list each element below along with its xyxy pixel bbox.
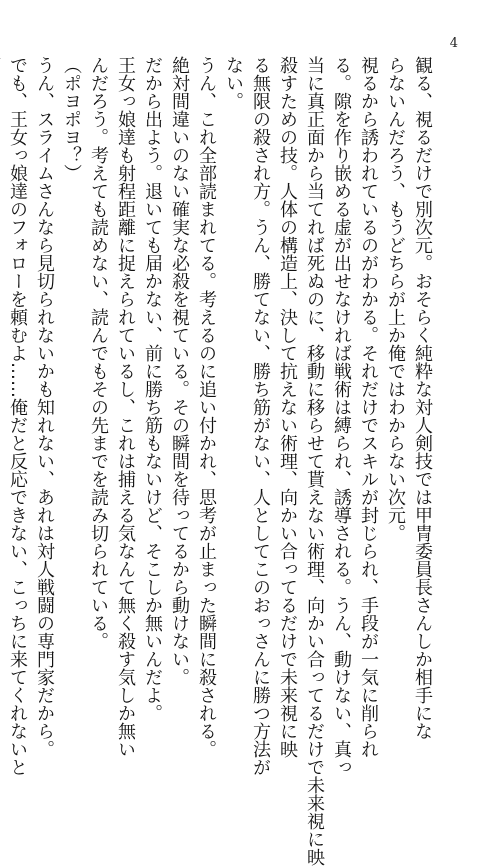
text-line: 観る、視るだけで別次元。おそらく純粋な対人剣技では甲冑委員長さんしか相手にな (412, 56, 433, 740)
text-line: んだろう。考えても読めない、読んでもその先までを読み切られている。 (88, 56, 109, 650)
text-line: うん、スライムさんなら見切られないかも知れない、あれは対人戦闘の専門家だから。 (34, 56, 55, 758)
text-line: らないんだろう、もうどちらが上か俺ではわからない次元。 (385, 56, 406, 542)
text-line: る。隙を作り嵌める虚が出せなければ戦術は縛られ、誘導される。うん、動けない、真っ (331, 56, 352, 776)
text-line: うん、これ全部読まれてる。考えるのに追い付かれ、思考が止まった瞬間に殺される。 (196, 56, 217, 758)
text-line: 視るから誘われているのがわかる。それだけでスキルが封じられ、手段が一気に削られ (358, 56, 379, 758)
text-line: 王女っ娘達も射程距離に捉えられているし、これは捕える気なんて無く殺す気しか無い (115, 56, 136, 758)
page-number: 4 (449, 36, 458, 51)
text-line: 絶対間違いのない確実な必殺を視ている。その瞬間を待ってるから動けない。 (169, 56, 190, 686)
text-line: だから出よう。退いても届かない、前に勝ち筋もないけど、そこしか無いんだよ。 (142, 56, 163, 722)
vertical-text-body (7, 56, 436, 866)
text-line: ない。 (223, 56, 244, 110)
text-line: でも、王女っ娘達のフォローを頼むよ……俺だと反応できない、こっちに来てくれないと (7, 56, 28, 776)
text-line: （ポヨポヨ？） (61, 56, 82, 182)
text-line: る無限の殺され方。うん、勝てない、勝ち筋がない、人としてこのおっさんに勝つ方法が (250, 56, 271, 776)
text-line: 殺すための技。人体の構造上、決して抗えない術理、向かい合ってるだけで未来視に映 (277, 56, 298, 758)
text-line: 当に真正面から当てれば死ぬのに、移動に移らせて貰えない術理、向かい合ってるだけで未来視に映 (304, 56, 325, 866)
